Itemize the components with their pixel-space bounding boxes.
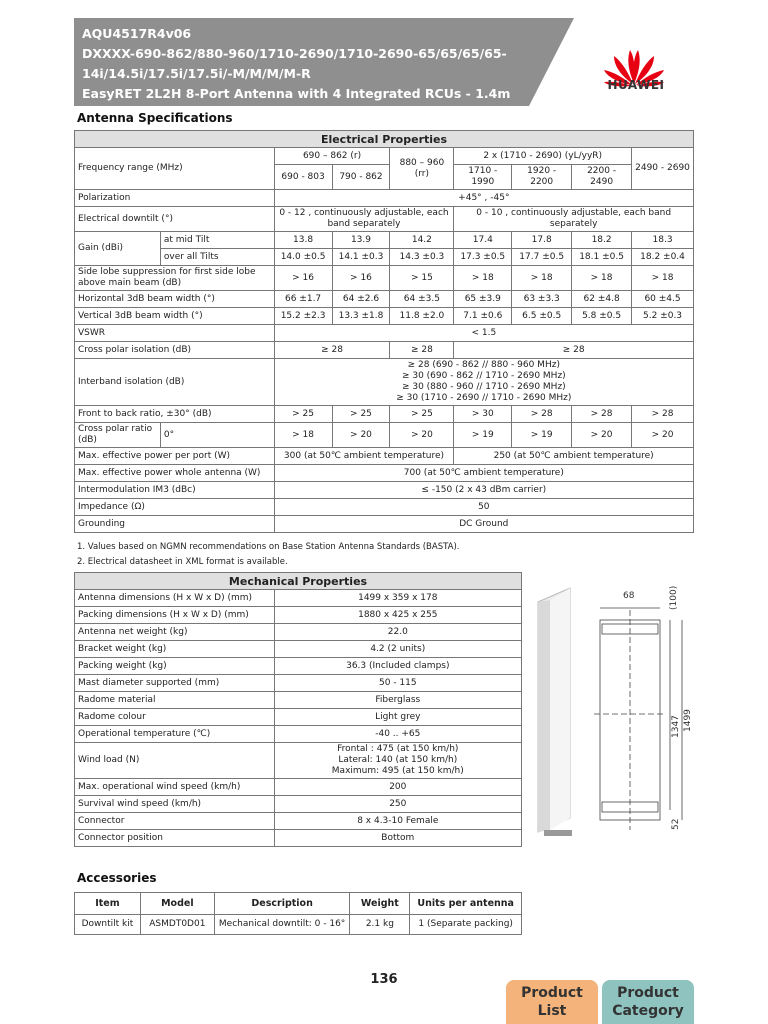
accessories-heading: Accessories bbox=[77, 871, 157, 885]
sidelobe-value: > 15 bbox=[390, 266, 454, 291]
subband: 690 - 803 bbox=[274, 165, 332, 190]
mech-value: Fiberglass bbox=[274, 692, 521, 709]
brand-name: HUAWEI bbox=[607, 78, 665, 92]
band-1710-2690: 2 x (1710 - 2690) (yL/yyR) bbox=[454, 148, 632, 165]
mech-label: Radome colour bbox=[75, 709, 275, 726]
xpol-iso-value: ≥ 28 bbox=[454, 342, 694, 359]
huawei-logo-icon bbox=[594, 24, 674, 104]
model-code-line2: 14i/14.5i/17.5i/17.5i/-M/M/M/M-R bbox=[82, 66, 311, 81]
hbeam-value: 63 ±3.3 bbox=[512, 291, 572, 308]
vbeam-value: 13.3 ±1.8 bbox=[332, 308, 390, 325]
gain-all-value: 14.1 ±0.3 bbox=[332, 249, 390, 266]
ftb-label: Front to back ratio, ±30° (dB) bbox=[75, 406, 275, 423]
header-title-block bbox=[82, 24, 510, 104]
hbeam-value: 60 ±4.5 bbox=[632, 291, 694, 308]
vbeam-value: 11.8 ±2.0 bbox=[390, 308, 454, 325]
sidelobe-value: > 18 bbox=[512, 266, 572, 291]
gain-mid-value: 17.4 bbox=[454, 232, 512, 249]
accessories-table bbox=[74, 892, 522, 935]
vswr-label: VSWR bbox=[75, 325, 275, 342]
wind-lateral: Lateral: 140 (at 150 km/h) bbox=[338, 755, 458, 765]
footnote: 1. Values based on NGMN recommendations on Base Station Antenna Standards (BASTA). bbox=[77, 542, 460, 552]
antenna-outline bbox=[594, 608, 682, 830]
electrical-title: Electrical Properties bbox=[75, 131, 694, 148]
mech-value: 1880 x 425 x 255 bbox=[274, 607, 521, 624]
hbeam-value: 66 ±1.7 bbox=[274, 291, 332, 308]
mech-label: Packing weight (kg) bbox=[75, 658, 275, 675]
wind-maximum: Maximum: 495 (at 150 km/h) bbox=[331, 766, 464, 776]
gain-all-label: over all Tilts bbox=[160, 249, 274, 266]
grounding-value: DC Ground bbox=[274, 516, 693, 533]
page-header bbox=[74, 18, 694, 106]
ftb-value: > 25 bbox=[274, 406, 332, 423]
footnotes bbox=[77, 540, 459, 570]
downtilt-high: 0 - 10 , continuously adjustable, each band separately bbox=[454, 207, 694, 232]
gain-all-value: 17.7 ±0.5 bbox=[512, 249, 572, 266]
gain-mid-value: 14.2 bbox=[390, 232, 454, 249]
vbeam-value: 6.5 ±0.5 bbox=[512, 308, 572, 325]
dim-inner: 1347 bbox=[671, 715, 681, 738]
xpol-ratio-value: > 20 bbox=[390, 423, 454, 448]
antenna-specs-heading: Antenna Specifications bbox=[77, 111, 233, 125]
ftb-value: > 28 bbox=[572, 406, 632, 423]
product-list-button[interactable]: Product List bbox=[506, 980, 598, 1024]
im3-value: ≤ -150 (2 x 43 dBm carrier) bbox=[274, 482, 693, 499]
xpol-ratio-value: > 20 bbox=[572, 423, 632, 448]
maxpower-total-value: 700 (at 50℃ ambient temperature) bbox=[274, 465, 693, 482]
band-2490-2690: 2490 - 2690 bbox=[632, 148, 694, 190]
gain-all-value: 18.2 ±0.4 bbox=[632, 249, 694, 266]
interband-line: ≥ 28 (690 - 862 // 880 - 960 MHz) bbox=[407, 360, 560, 370]
ftb-value: > 25 bbox=[332, 406, 390, 423]
sidelobe-value: > 16 bbox=[274, 266, 332, 291]
xpol-ratio-value: > 20 bbox=[332, 423, 390, 448]
electrical-properties-table bbox=[74, 130, 694, 533]
gain-mid-value: 18.3 bbox=[632, 232, 694, 249]
vbeam-value: 5.2 ±0.3 bbox=[632, 308, 694, 325]
dim-total: 1499 bbox=[683, 709, 693, 732]
gain-label: Gain (dBi) bbox=[75, 232, 161, 266]
frequency-label: Frequency range (MHz) bbox=[75, 148, 275, 190]
acc-header: Description bbox=[214, 893, 350, 915]
mech-value: 250 bbox=[274, 796, 521, 813]
ftb-value: > 30 bbox=[454, 406, 512, 423]
model-code-line1: DXXXX-690-862/880-960/1710-2690/1710-2690-65/65/65/65- bbox=[82, 46, 507, 61]
mechanical-properties-table bbox=[74, 572, 522, 847]
xpol-iso-label: Cross polar isolation (dB) bbox=[75, 342, 275, 359]
sidelobe-value: > 18 bbox=[572, 266, 632, 291]
hbeam-value: 65 ±3.9 bbox=[454, 291, 512, 308]
gain-all-value: 17.3 ±0.5 bbox=[454, 249, 512, 266]
subband: 1710 - 1990 bbox=[454, 165, 512, 190]
ftb-value: > 28 bbox=[512, 406, 572, 423]
downtilt-low: 0 - 12 , continuously adjustable, each band separately bbox=[274, 207, 454, 232]
mech-label: Bracket weight (kg) bbox=[75, 641, 275, 658]
dim-top: (100) bbox=[669, 585, 679, 610]
gain-mid-value: 13.9 bbox=[332, 232, 390, 249]
mech-label: Antenna net weight (kg) bbox=[75, 624, 275, 641]
acc-cell: Downtilt kit bbox=[75, 915, 141, 935]
subband: 790 - 862 bbox=[332, 165, 390, 190]
gain-mid-value: 17.8 bbox=[512, 232, 572, 249]
antenna-photo bbox=[538, 588, 572, 836]
hbeam-label: Horizontal 3dB beam width (°) bbox=[75, 291, 275, 308]
maxpower-port-label: Max. effective power per port (W) bbox=[75, 448, 275, 465]
sidelobe-label: Side lobe suppression for first side lobe above main beam (dB) bbox=[75, 266, 275, 291]
mech-value: 200 bbox=[274, 779, 521, 796]
gain-mid-value: 18.2 bbox=[572, 232, 632, 249]
maxpower-total-label: Max. effective power whole antenna (W) bbox=[75, 465, 275, 482]
acc-header: Units per antenna bbox=[410, 893, 522, 915]
wind-label: Wind load (N) bbox=[75, 743, 275, 779]
mech-label: Radome material bbox=[75, 692, 275, 709]
mechanical-title: Mechanical Properties bbox=[75, 573, 522, 590]
mech-label: Connector position bbox=[75, 830, 275, 847]
gain-all-value: 14.0 ±0.5 bbox=[274, 249, 332, 266]
product-category-button[interactable]: Product Category bbox=[602, 980, 694, 1024]
vbeam-label: Vertical 3dB beam width (°) bbox=[75, 308, 275, 325]
acc-cell: Mechanical downtilt: 0 - 16° bbox=[214, 915, 350, 935]
mech-value: 1499 x 359 x 178 bbox=[274, 590, 521, 607]
xpol-ratio-label: Cross polar ratio (dB) bbox=[75, 423, 161, 448]
wind-values bbox=[274, 743, 521, 779]
mech-value: 22.0 bbox=[274, 624, 521, 641]
mech-value: 8 x 4.3-10 Female bbox=[274, 813, 521, 830]
ftb-value: > 28 bbox=[632, 406, 694, 423]
mech-value: -40 .. +65 bbox=[274, 726, 521, 743]
downtilt-label: Electrical downtilt (°) bbox=[75, 207, 275, 232]
subband: 2200 - 2490 bbox=[572, 165, 632, 190]
mech-value: 4.2 (2 units) bbox=[274, 641, 521, 658]
mech-label: Max. operational wind speed (km/h) bbox=[75, 779, 275, 796]
ftb-value: > 25 bbox=[390, 406, 454, 423]
mech-label: Mast diameter supported (mm) bbox=[75, 675, 275, 692]
vbeam-value: 15.2 ±2.3 bbox=[274, 308, 332, 325]
interband-label: Interband isolation (dB) bbox=[75, 359, 275, 406]
polarization-label: Polarization bbox=[75, 190, 275, 207]
mech-value: Bottom bbox=[274, 830, 521, 847]
vbeam-value: 5.8 ±0.5 bbox=[572, 308, 632, 325]
product-description: EasyRET 2L2H 8-Port Antenna with 4 Integrated RCUs - 1.4m bbox=[82, 86, 511, 101]
xpol-ratio-value: > 19 bbox=[454, 423, 512, 448]
acc-cell: ASMDT0D01 bbox=[140, 915, 214, 935]
acc-cell: 2.1 kg bbox=[350, 915, 410, 935]
mech-label: Connector bbox=[75, 813, 275, 830]
subband: 1920 - 2200 bbox=[512, 165, 572, 190]
polarization-value: +45° , -45° bbox=[274, 190, 693, 207]
hbeam-value: 64 ±2.6 bbox=[332, 291, 390, 308]
acc-header: Item bbox=[75, 893, 141, 915]
impedance-label: Impedance (Ω) bbox=[75, 499, 275, 516]
acc-header: Weight bbox=[350, 893, 410, 915]
sidelobe-value: > 16 bbox=[332, 266, 390, 291]
model-number: AQU4517R4v06 bbox=[82, 26, 192, 41]
sidelobe-value: > 18 bbox=[632, 266, 694, 291]
interband-line: ≥ 30 (1710 - 2690 // 1710 - 2690 MHz) bbox=[396, 393, 572, 403]
maxpower-port-low: 300 (at 50℃ ambient temperature) bbox=[274, 448, 454, 465]
page-number: 136 bbox=[370, 972, 398, 987]
xpol-iso-value: ≥ 28 bbox=[274, 342, 390, 359]
wind-frontal: Frontal : 475 (at 150 km/h) bbox=[337, 744, 459, 754]
maxpower-port-high: 250 (at 50℃ ambient temperature) bbox=[454, 448, 694, 465]
vbeam-value: 7.1 ±0.6 bbox=[454, 308, 512, 325]
interband-values bbox=[274, 359, 693, 406]
acc-header: Model bbox=[140, 893, 214, 915]
im3-label: Intermodulation IM3 (dBc) bbox=[75, 482, 275, 499]
dim-bottom: 52 bbox=[671, 818, 681, 830]
interband-line: ≥ 30 (690 - 862 // 1710 - 2690 MHz) bbox=[401, 371, 566, 381]
xpol-ratio-value: > 18 bbox=[274, 423, 332, 448]
mech-label: Operational temperature (℃) bbox=[75, 726, 275, 743]
band-880-960: 880 – 960 (rr) bbox=[390, 148, 454, 190]
gain-all-value: 14.3 ±0.3 bbox=[390, 249, 454, 266]
xpol-ratio-value: > 20 bbox=[632, 423, 694, 448]
vswr-value: < 1.5 bbox=[274, 325, 693, 342]
hbeam-value: 62 ±4.8 bbox=[572, 291, 632, 308]
mech-value: 36.3 (Included clamps) bbox=[274, 658, 521, 675]
impedance-value: 50 bbox=[274, 499, 693, 516]
xpol-ratio-value: > 19 bbox=[512, 423, 572, 448]
gain-all-value: 18.1 ±0.5 bbox=[572, 249, 632, 266]
xpol-iso-value: ≥ 28 bbox=[390, 342, 454, 359]
xpol-ratio-angle: 0° bbox=[160, 423, 274, 448]
dim-width: 68 bbox=[623, 591, 635, 601]
mech-value: Light grey bbox=[274, 709, 521, 726]
hbeam-value: 64 ±3.5 bbox=[390, 291, 454, 308]
antenna-drawing bbox=[530, 580, 693, 840]
mech-label: Packing dimensions (H x W x D) (mm) bbox=[75, 607, 275, 624]
gain-mid-label: at mid Tilt bbox=[160, 232, 274, 249]
mech-label: Antenna dimensions (H x W x D) (mm) bbox=[75, 590, 275, 607]
mech-value: 50 - 115 bbox=[274, 675, 521, 692]
sidelobe-value: > 18 bbox=[454, 266, 512, 291]
interband-line: ≥ 30 (880 - 960 // 1710 - 2690 MHz) bbox=[401, 382, 566, 392]
band-690-862: 690 – 862 (r) bbox=[274, 148, 390, 165]
footnote: 2. Electrical datasheet in XML format is available. bbox=[77, 557, 288, 567]
gain-mid-value: 13.8 bbox=[274, 232, 332, 249]
acc-cell: 1 (Separate packing) bbox=[410, 915, 522, 935]
grounding-label: Grounding bbox=[75, 516, 275, 533]
mech-label: Survival wind speed (km/h) bbox=[75, 796, 275, 813]
